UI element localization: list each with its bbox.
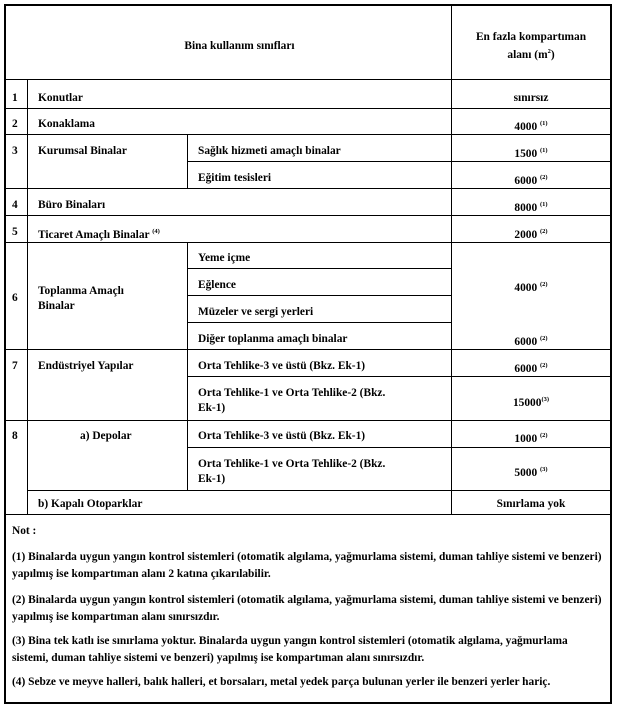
- sub-label: Sağlık hizmeti amaçlı binalar: [198, 145, 341, 157]
- rule-row6: [5, 349, 611, 350]
- note-4: (4) Sebze ve meyve halleri, balık halleri, et borsaları, metal yedek parça bulunan yerler ile benzeri yerler hariç.: [12, 676, 551, 688]
- rule-table-end: [5, 514, 611, 515]
- note-3: (3) Bina tek katlı ise sınırlama yoktur. Binalarda uygun yangın kontrol sistemleri (otomatik algılama, yağmurlama sistemi, duman tahliye sistemi ve benzeri) yapılmış ise kompartıman alanı sınırsızdır.: [12, 635, 568, 664]
- row-value: sınırsız: [513, 92, 549, 104]
- rule-row6c: [187, 322, 452, 323]
- sub-label: Yeme içme: [198, 252, 251, 264]
- row-number: 8: [12, 430, 18, 442]
- row-label-ticaret: Ticaret Amaçlı Binalar $^{(4)}$: [38, 228, 160, 241]
- row-label-toplanma-line2: Binalar: [38, 300, 75, 312]
- rule-row2: [5, 134, 611, 135]
- rule-sub-col8: [187, 420, 188, 490]
- rule-row8b: [27, 490, 611, 491]
- row-number: 2: [12, 118, 18, 130]
- row-value: 8000 $^{(1)}$: [514, 201, 548, 214]
- rule-sub-col3: [187, 134, 188, 188]
- row-label-kurumsal: Kurumsal Binalar: [38, 145, 127, 157]
- sub-label: Eğitim tesisleri: [198, 172, 272, 184]
- row-label-kapali-otoparklar: b) Kapalı Otoparklar: [38, 498, 143, 510]
- row-value: 1500 $^{(1)}$: [514, 147, 548, 160]
- row-label-depolar: a) Depolar: [80, 430, 132, 442]
- row-number: 5: [12, 226, 18, 238]
- sub-label-line2: Ek-1): [198, 473, 226, 485]
- rule-num-col: [27, 79, 28, 514]
- row-number: 7: [12, 360, 18, 372]
- rule-row6a: [187, 268, 452, 269]
- rule-row3: [5, 188, 611, 189]
- row-value: 6000 $^{(2)}$: [514, 174, 548, 187]
- note-1: (1) Binalarda uygun yangın kontrol sistemleri (otomatik algılama, yağmurlama sistemi, duman tahliye sistemi ve benzeri) yapılmış ise kompartıman alanı 2 katına çıkarılabilir.: [12, 551, 602, 580]
- rule-row8a: [187, 447, 611, 448]
- row-value: 1000 $^{(2)}$: [514, 432, 548, 445]
- header-max-area-line1: En fazla kompartıman: [475, 31, 587, 43]
- row-value: 15000$^{(3)}$: [512, 396, 550, 409]
- rule-sub-col7: [187, 349, 188, 420]
- notes-title: Not :: [12, 525, 37, 537]
- header-max-area-line2: alanı $(m^2)$: [507, 48, 555, 61]
- row-number: 6: [12, 292, 18, 304]
- rule-row3a: [187, 161, 611, 162]
- sub-label-line1: Orta Tehlike-1 ve Orta Tehlike-2 (Bkz.: [198, 387, 386, 399]
- row-label-toplanma-line1: Toplanma Amaçlı: [38, 285, 124, 297]
- row-value: Sınırlama yok: [496, 498, 566, 510]
- row-label-konutlar: Konutlar: [38, 92, 83, 104]
- row-label-endustriyel: Endüstriyel Yapılar: [38, 360, 134, 372]
- row-number: 1: [12, 92, 18, 104]
- rule-row6b: [187, 295, 452, 296]
- row-value: 6000 $^{(2)}$: [514, 362, 548, 375]
- rule-row7: [5, 420, 611, 421]
- sub-label: Orta Tehlike-3 ve üstü (Bkz. Ek-1): [198, 430, 366, 442]
- note-2: (2) Binalarda uygun yangın kontrol sistemleri (otomatik algılama, yağmurlama sistemi, duman tahliye sistemi ve benzeri) yapılmış ise kompartıman alanı sınırsızdır.: [12, 594, 602, 623]
- sub-label: Müzeler ve sergi yerleri: [198, 306, 314, 318]
- sub-label: Orta Tehlike-3 ve üstü (Bkz. Ek-1): [198, 360, 366, 372]
- row-number: 4: [12, 199, 18, 211]
- sub-label-line2: Ek-1): [198, 402, 226, 414]
- rule-row1: [5, 108, 611, 109]
- row-value: 6000 $^{(2)}$: [514, 335, 548, 348]
- sub-label: Eğlence: [198, 279, 236, 291]
- header-usage-classes: Bina kullanım sınıfları: [184, 40, 295, 52]
- row-label-buro: Büro Binaları: [38, 199, 106, 211]
- rule-header: [5, 79, 611, 80]
- row-label-konaklama: Konaklama: [38, 118, 95, 130]
- sub-label-line1: Orta Tehlike-1 ve Orta Tehlike-2 (Bkz.: [198, 458, 386, 470]
- row-value: 2000 $^{(2)}$: [514, 228, 548, 241]
- rule-row7a: [187, 376, 611, 377]
- row-value: 4000 $^{(1)}$: [514, 120, 548, 133]
- row-number: 3: [12, 145, 18, 157]
- row-value: 5000 $^{(3)}$: [514, 466, 548, 479]
- rule-row4: [5, 215, 611, 216]
- row-value: 4000 $^{(2)}$: [514, 281, 548, 294]
- rule-row5: [5, 242, 611, 243]
- rule-sub-col6: [187, 242, 188, 349]
- sub-label: Diğer toplanma amaçlı binalar: [198, 333, 348, 345]
